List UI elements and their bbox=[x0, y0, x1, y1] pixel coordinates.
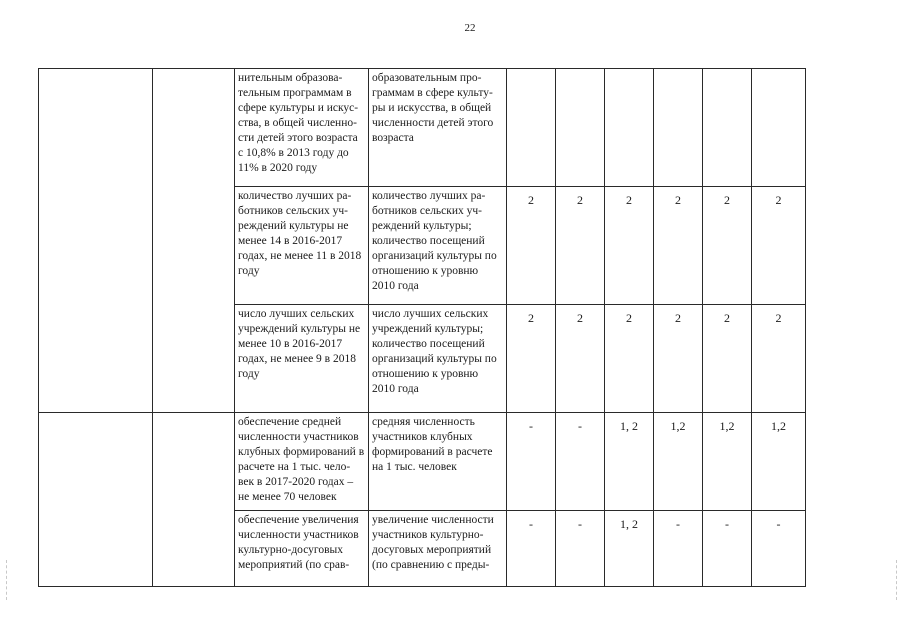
value-cell: 1,2 bbox=[752, 413, 806, 511]
value-cell bbox=[752, 69, 806, 187]
value-cell: - bbox=[507, 511, 556, 587]
value-cell bbox=[556, 69, 605, 187]
page-number: 22 bbox=[464, 22, 476, 34]
value-cell: 1, 2 bbox=[605, 511, 654, 587]
indicator-cell: число лучших сельских учреждений культуры не менее 10 в 2016-2017 годах, не менее 9 в 2018 году bbox=[235, 305, 369, 413]
indicator-cell: обеспечение увеличения численности участников культурно-досуговых мероприятий (по срав- bbox=[235, 511, 369, 587]
value-cell: 2 bbox=[703, 187, 752, 305]
measure-cell: увеличение численности участников культурно-досуговых мероприятий (по сравнению с преды- bbox=[369, 511, 507, 587]
indicator-cell: обеспечение средней численности участников клубных формирований в расчете на 1 тыс. чело-век в 2017-2020 годах – не менее 70 человек bbox=[235, 413, 369, 511]
value-cell: 2 bbox=[556, 187, 605, 305]
value-cell: 2 bbox=[556, 305, 605, 413]
indicators-table bbox=[38, 68, 806, 587]
scan-edge-mark bbox=[896, 560, 899, 600]
measure-cell: средняя численность участников клубных формирований в расчете на 1 тыс. человек bbox=[369, 413, 507, 511]
measure-cell: число лучших сельских учреждений культуры; количество посещений организаций культуры по отношению к уровню 2010 года bbox=[369, 305, 507, 413]
value-cell: 2 bbox=[605, 187, 654, 305]
value-cell: 1,2 bbox=[703, 413, 752, 511]
value-cell: - bbox=[556, 511, 605, 587]
value-cell: 2 bbox=[507, 187, 556, 305]
value-cell: 2 bbox=[703, 305, 752, 413]
indicator-cell: нительным образова-тельным программам в сфере культуры и искус-ства, в общей численно-сти детей этого возраста с 10,8% в 2013 году до 11% в 2020 году bbox=[235, 69, 369, 187]
value-cell bbox=[703, 69, 752, 187]
table-row bbox=[39, 69, 806, 187]
value-cell: - bbox=[752, 511, 806, 587]
indicator-cell: количество лучших ра-ботников сельских уч-реждений культуры не менее 14 в 2016-2017 годах, не менее 11 в 2018 году bbox=[235, 187, 369, 305]
value-cell: 2 bbox=[605, 305, 654, 413]
program-cell bbox=[39, 413, 153, 587]
value-cell: 2 bbox=[752, 187, 806, 305]
value-cell: - bbox=[703, 511, 752, 587]
value-cell: - bbox=[654, 511, 703, 587]
value-cell: - bbox=[507, 413, 556, 511]
value-cell: 1, 2 bbox=[605, 413, 654, 511]
value-cell: 1,2 bbox=[654, 413, 703, 511]
measure-cell: количество лучших ра-ботников сельских уч-реждений культуры; количество посещений организаций культуры по отношению к уровню 2010 года bbox=[369, 187, 507, 305]
measure-cell: образовательным про-граммам в сфере культу-ры и искусства, в общей численности детей этого возраста bbox=[369, 69, 507, 187]
value-cell: 2 bbox=[654, 187, 703, 305]
value-cell: - bbox=[556, 413, 605, 511]
table-row bbox=[39, 413, 806, 511]
scan-edge-mark bbox=[6, 560, 9, 600]
value-cell: 2 bbox=[752, 305, 806, 413]
value-cell: 2 bbox=[654, 305, 703, 413]
value-cell bbox=[507, 69, 556, 187]
value-cell bbox=[654, 69, 703, 187]
event-cell bbox=[153, 69, 235, 413]
event-cell bbox=[153, 413, 235, 587]
program-cell bbox=[39, 69, 153, 413]
value-cell: 2 bbox=[507, 305, 556, 413]
value-cell bbox=[605, 69, 654, 187]
